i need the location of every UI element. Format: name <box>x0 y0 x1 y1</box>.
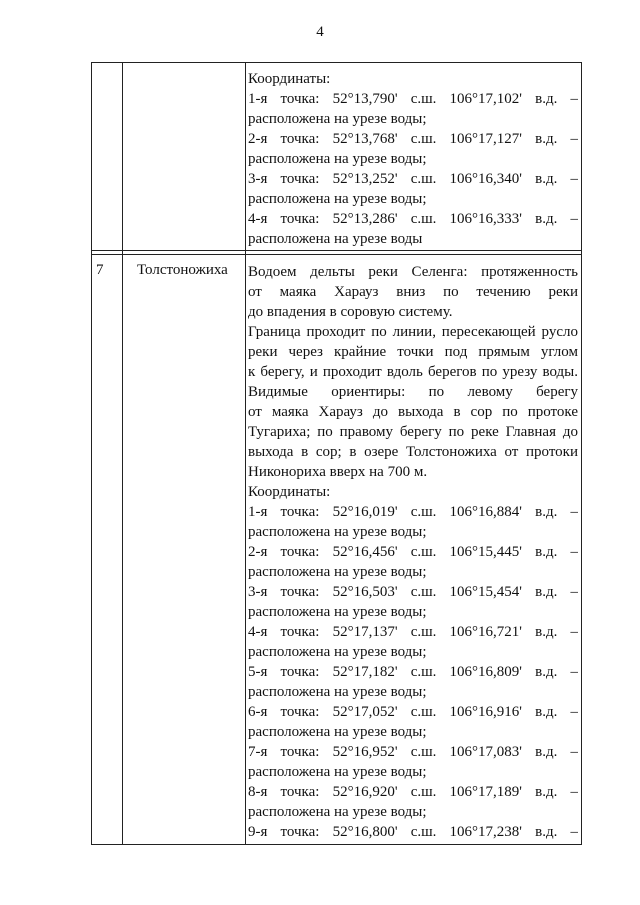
coordinate-line <box>248 702 578 722</box>
page-number: 4 <box>316 24 324 40</box>
coordinate-token: 106°15,454' <box>449 584 522 600</box>
text-line: расположена на урезе воды; <box>248 684 427 700</box>
coordinate-line <box>248 169 578 189</box>
coordinate-token: 106°16,809' <box>449 664 522 680</box>
coordinate-token: – <box>570 171 578 187</box>
coordinate-token: 52°16,920' <box>332 784 398 800</box>
text-line: расположена на урезе воды; <box>248 604 427 620</box>
coordinate-token: 106°17,102' <box>449 91 522 107</box>
coordinate-token: 106°16,721' <box>449 624 522 640</box>
row-separator-upper <box>91 250 581 251</box>
coordinate-token: точка: <box>280 171 320 187</box>
coordinate-token: 7-я <box>248 744 268 760</box>
coordinate-token: с.ш. <box>410 664 437 680</box>
coordinate-token: с.ш. <box>410 824 437 840</box>
text-line: Никонориха вверх на 700 м. <box>248 464 428 480</box>
coordinate-token: 106°16,333' <box>449 211 522 227</box>
water-body-name: Толстоножиха <box>137 262 228 278</box>
coordinate-token: 106°17,083' <box>449 744 522 760</box>
coordinate-line <box>248 502 578 522</box>
coordinate-token: 5-я <box>248 664 268 680</box>
coordinate-token: точка: <box>280 664 320 680</box>
coordinate-token: точка: <box>280 704 320 720</box>
coordinate-line <box>248 782 578 802</box>
text-line: расположена на урезе воды; <box>248 764 427 780</box>
coordinate-token: 52°17,137' <box>332 624 398 640</box>
coordinate-token: – <box>570 624 578 640</box>
coordinate-token: с.ш. <box>410 624 437 640</box>
table-bottom-border <box>91 844 581 845</box>
text-line: расположена на урезе воды; <box>248 151 427 167</box>
coordinate-token: в.д. <box>535 211 558 227</box>
coordinate-token: с.ш. <box>410 584 437 600</box>
coordinate-token: 106°17,238' <box>449 824 522 840</box>
coordinate-token: с.ш. <box>410 744 437 760</box>
coordinate-token: – <box>570 704 578 720</box>
text-line: реки через крайние точки под прямым углом <box>248 344 578 360</box>
coordinate-token: 52°13,768' <box>332 131 398 147</box>
text-line: Видимые ориентиры: по левому берегу <box>248 384 578 400</box>
coordinate-token: с.ш. <box>410 704 437 720</box>
coordinate-token: 106°17,127' <box>449 131 522 147</box>
coordinate-token: точка: <box>280 91 320 107</box>
coordinate-token: точка: <box>280 744 320 760</box>
col-border-number <box>122 62 123 845</box>
coordinate-token: 52°17,182' <box>332 664 398 680</box>
table-row-description <box>248 262 578 842</box>
text-line: от маяка Харауз вниз по течению реки <box>248 284 578 300</box>
text-line: расположена на урезе воды; <box>248 524 427 540</box>
text-line: расположена на урезе воды; <box>248 191 427 207</box>
coordinate-line <box>248 89 578 109</box>
coordinate-token: точка: <box>280 131 320 147</box>
coordinate-token: с.ш. <box>410 171 437 187</box>
table-row-continued-description <box>248 69 578 249</box>
coordinate-token: в.д. <box>535 131 558 147</box>
coordinate-token: в.д. <box>535 544 558 560</box>
coordinate-token: в.д. <box>535 171 558 187</box>
coordinate-line <box>248 822 578 842</box>
coordinate-token: 106°16,916' <box>449 704 522 720</box>
coordinate-token: 52°13,286' <box>332 211 398 227</box>
coordinate-token: 52°17,052' <box>332 704 398 720</box>
coordinate-token: в.д. <box>535 704 558 720</box>
coordinate-token: с.ш. <box>410 211 437 227</box>
coordinate-token: с.ш. <box>410 544 437 560</box>
coordinate-token: в.д. <box>535 624 558 640</box>
coordinate-token: 52°16,800' <box>332 824 398 840</box>
coordinate-token: в.д. <box>535 824 558 840</box>
coordinate-token: с.ш. <box>410 131 437 147</box>
coordinate-token: с.ш. <box>410 504 437 520</box>
coordinate-token: в.д. <box>535 584 558 600</box>
coordinate-token: точка: <box>280 824 320 840</box>
coordinate-token: 2-я <box>248 131 268 147</box>
coordinate-token: 3-я <box>248 584 268 600</box>
coordinate-token: 52°16,503' <box>332 584 398 600</box>
coordinate-line <box>248 542 578 562</box>
coordinate-token: точка: <box>280 584 320 600</box>
coordinate-token: 106°17,189' <box>449 784 522 800</box>
text-line: к берегу, и проходит вдоль берегов по урезу воды. <box>248 364 578 380</box>
coordinate-token: – <box>570 91 578 107</box>
coordinate-token: точка: <box>280 211 320 227</box>
coordinate-token: 6-я <box>248 704 268 720</box>
coordinate-token: – <box>570 664 578 680</box>
col-border-name <box>245 62 246 845</box>
coordinate-token: в.д. <box>535 744 558 760</box>
coordinate-token: в.д. <box>535 91 558 107</box>
col-border-right <box>581 62 582 845</box>
text-line: расположена на урезе воды; <box>248 111 427 127</box>
coordinate-token: – <box>570 784 578 800</box>
coordinate-token: 3-я <box>248 171 268 187</box>
text-line: Водоем дельты реки Селенга: протяженность <box>248 264 578 280</box>
coordinate-token: 9-я <box>248 824 268 840</box>
coordinate-line <box>248 622 578 642</box>
text-line: до впадения в соровую систему. <box>248 304 453 320</box>
coordinate-token: в.д. <box>535 664 558 680</box>
coordinate-token: – <box>570 824 578 840</box>
text-line: от маяка Харауз до выхода в сор по протоке <box>248 404 578 420</box>
text-line: Граница проходит по линии, пересекающей русло <box>248 324 578 340</box>
coordinate-token: – <box>570 744 578 760</box>
coordinate-token: 4-я <box>248 624 268 640</box>
text-line: Координаты: <box>248 71 331 87</box>
coordinate-line <box>248 662 578 682</box>
table-top-border <box>91 62 581 63</box>
coordinate-token: – <box>570 131 578 147</box>
coordinate-line <box>248 742 578 762</box>
coordinate-token: 106°16,884' <box>449 504 522 520</box>
coordinate-token: с.ш. <box>410 784 437 800</box>
text-line: расположена на урезе воды <box>248 231 423 247</box>
text-line: Координаты: <box>248 484 331 500</box>
coordinate-token: с.ш. <box>410 91 437 107</box>
coordinate-token: в.д. <box>535 504 558 520</box>
coordinate-token: 4-я <box>248 211 268 227</box>
text-line: расположена на урезе воды; <box>248 804 427 820</box>
coordinate-token: 1-я <box>248 504 268 520</box>
row-number: 7 <box>96 262 104 278</box>
coordinate-token: точка: <box>280 504 320 520</box>
text-line: расположена на урезе воды; <box>248 644 427 660</box>
coordinate-token: 52°13,252' <box>332 171 398 187</box>
coordinate-token: точка: <box>280 544 320 560</box>
col-border-left <box>91 62 92 845</box>
coordinate-token: – <box>570 504 578 520</box>
coordinate-token: 52°16,019' <box>332 504 398 520</box>
coordinate-token: – <box>570 584 578 600</box>
text-line: выхода в сор; в озере Толстоножиха от протоки <box>248 444 578 460</box>
text-line: расположена на урезе воды; <box>248 724 427 740</box>
coordinate-token: точка: <box>280 784 320 800</box>
coordinate-token: 52°16,952' <box>332 744 398 760</box>
coordinate-token: 106°15,445' <box>449 544 522 560</box>
coordinate-token: 1-я <box>248 91 268 107</box>
row-separator-lower <box>91 254 581 255</box>
coordinate-token: 8-я <box>248 784 268 800</box>
text-line: Тугариха; по правому берегу по реке Главная до <box>248 424 578 440</box>
coordinate-token: 52°13,790' <box>332 91 398 107</box>
coordinate-token: в.д. <box>535 784 558 800</box>
coordinate-token: – <box>570 544 578 560</box>
coordinate-token: – <box>570 211 578 227</box>
coordinate-token: 2-я <box>248 544 268 560</box>
text-line: расположена на урезе воды; <box>248 564 427 580</box>
coordinate-line <box>248 129 578 149</box>
coordinate-token: 106°16,340' <box>449 171 522 187</box>
coordinate-token: точка: <box>280 624 320 640</box>
coordinate-line <box>248 209 578 229</box>
coordinate-token: 52°16,456' <box>332 544 398 560</box>
coordinate-line <box>248 582 578 602</box>
